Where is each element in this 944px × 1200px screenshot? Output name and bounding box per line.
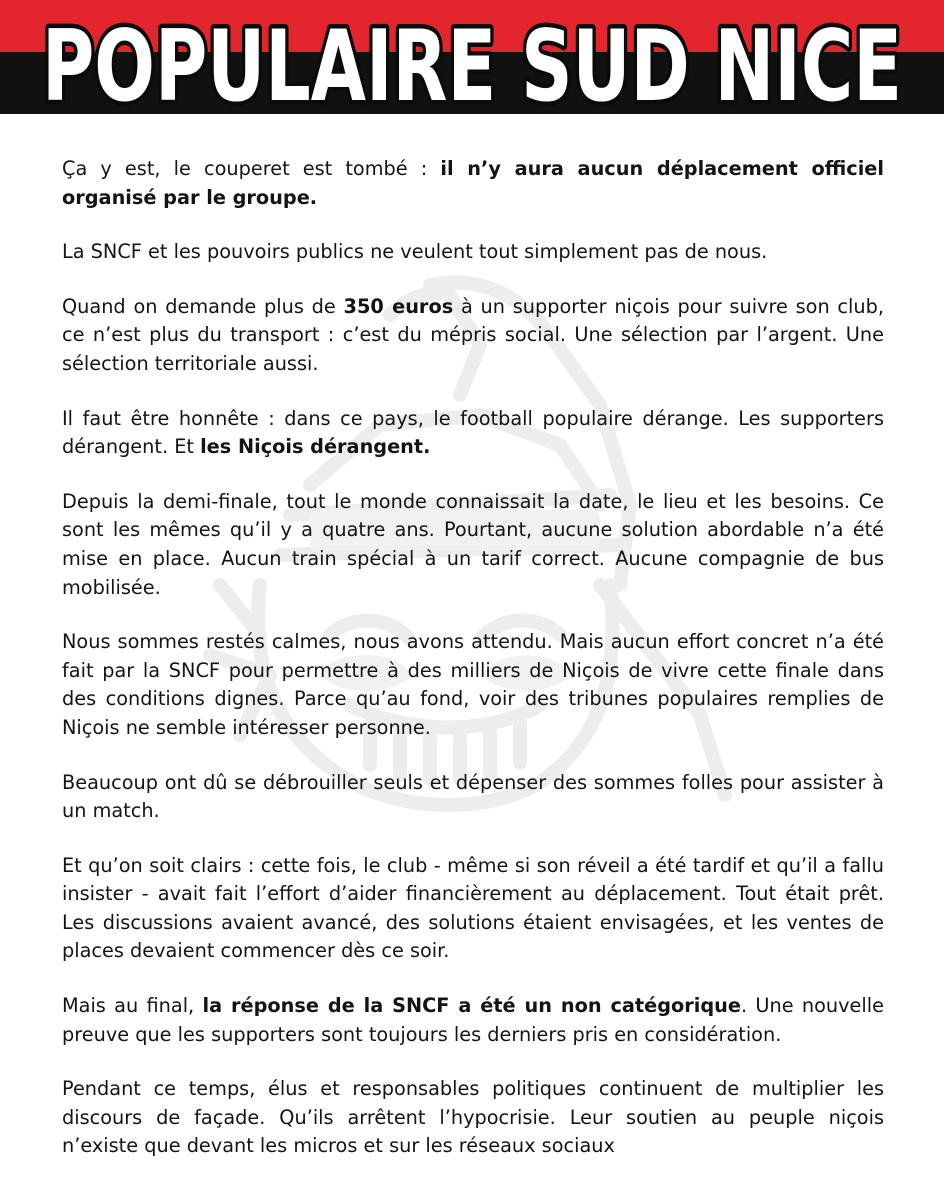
paragraph-1-text: Ça y est, le couperet est tombé : (62, 157, 441, 180)
paragraph-4-bold: les Niçois dérangent. (200, 435, 431, 459)
paragraph-8 (62, 852, 884, 966)
paragraph-9 (62, 992, 884, 1049)
paragraph-2 (62, 238, 884, 267)
paragraph-2-text: La SNCF et les pouvoirs publics ne veulent tout simplement pas de nous. (62, 240, 768, 264)
paragraph-3 (62, 293, 884, 379)
paragraph-1-bold: il n’y aura aucun déplacement officiel organisé par le groupe. (62, 157, 884, 209)
banner-title-graphic (0, 0, 944, 114)
banner-title: POPULAIRE SUD NICE (42, 10, 902, 114)
paragraph-5-text: Depuis la demi-finale, tout le monde connaissait la date, le lieu et les besoins. Ce sont les mêmes qu’il y a quatre ans. Pourtant, aucune solution abordable n’a été mise en place. Aucun train spécial à un tarif correct. Aucune compagnie de bus mobilisée. (62, 489, 884, 599)
paragraph-5 (62, 488, 884, 602)
paragraph-9-text-end: . Une nouvelle preuve que les supporters sont toujours les derniers pris en considération. (62, 994, 884, 1046)
paragraph-10-text: Pendant ce temps, élus et responsables politiques continuent de multiplier les discours de façade. Qu’ils arrêtent l’hypocrisie. Leur soutien au peuple niçois n’existe que devant les micros et sur les réseaux sociaux (62, 1077, 884, 1158)
paragraph-8-text: Et qu’on soit clairs : cette fois, le club - même si son réveil a été tardif et qu’il a fallu insister - avait fait l’effort d’aider financièrement au déplacement. Tout était prêt. Les discussions avaient avancé, des solutions étaient envisagées, et les ventes de places devaient commencer dès ce soir. (62, 853, 884, 963)
paragraph-4-text: Il faut être honnête : dans ce pays, le football populaire dérange. Les supporters dérangent. Et (62, 406, 884, 459)
statement-body (62, 155, 884, 1187)
paragraph-10 (62, 1075, 884, 1161)
paragraph-3-bold: 350 euros (343, 294, 454, 318)
paragraph-6-text: Nous sommes restés calmes, nous avons attendu. Mais aucun effort concret n’a été fait par la SNCF pour permettre à des milliers de Niçois de vivre cette finale dans des conditions dignes. Parce qu’au fond, voir des tribunes populaires remplies de Niçois ne semble intéresser personne. (62, 630, 884, 739)
paragraph-4 (62, 405, 884, 462)
paragraph-9-text-start: Mais au final, (62, 994, 203, 1018)
paragraph-6 (62, 628, 884, 742)
paragraph-3-text-end: à un supporter niçois pour suivre son club, ce n’est plus du transport : c’est du mépris social. Une sélection par l’argent. Une sélection territoriale aussi. (62, 294, 884, 375)
paragraph-7-text: Beaucoup ont dû se débrouiller seuls et dépenser des sommes folles pour assister à un match. (62, 770, 884, 823)
paragraph-9-bold: la réponse de la SNCF a été un non catégorique (202, 994, 741, 1018)
header-banner (0, 0, 944, 114)
paragraph-1 (62, 155, 884, 212)
paragraph-3-text-start: Quand on demande plus de (62, 294, 344, 318)
paragraph-7 (62, 769, 884, 826)
